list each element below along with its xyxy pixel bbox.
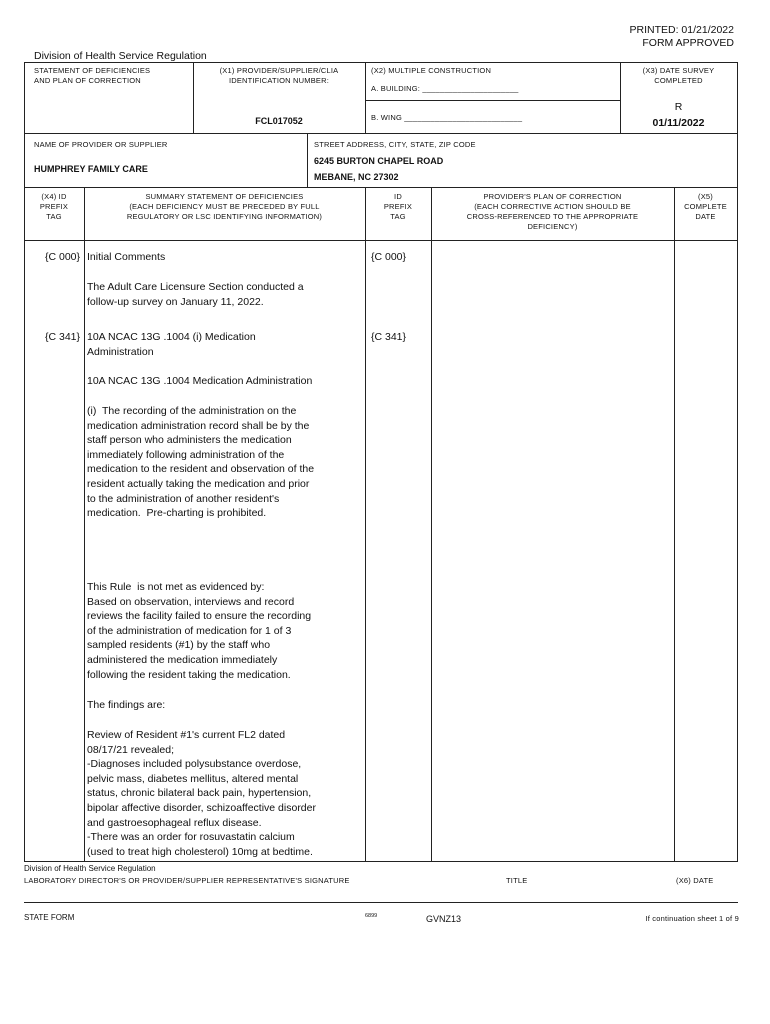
summary-header: SUMMARY STATEMENT OF DEFICIENCIES (EACH DEFICIENCY MUST BE PRECEDED BY FULL REGULATORY OR LSC IDENTIFYING INFORMATION) (126, 192, 323, 221)
tag-c000-right: {C 000} (371, 251, 407, 263)
findings-label: The findings are: (87, 699, 166, 711)
initial-comments: Initial Comments (87, 251, 166, 263)
x5-header: (X5) COMPLETE DATE (684, 192, 727, 221)
x1-label: (X1) PROVIDER/SUPPLIER/CLIA IDENTIFICATION NUMBER: (219, 66, 339, 85)
provider-id: FCL017052 (255, 116, 303, 126)
tag-c341-right: {C 341} (371, 331, 407, 343)
address-label: STREET ADDRESS, CITY, STATE, ZIP CODE (314, 140, 476, 149)
division-title: Division of Health Service Regulation (34, 50, 207, 62)
rule-text: (i) The recording of the administration on the medication administration record shall be by the staff person who administers the medication immediately following administration of the medication to the resident and observation of the resident actually taking the medication and prior to the administration of another resident's medication. Pre-charting is prohibited. (87, 405, 315, 520)
rule-title: 10A NCAC 13G .1004 (i) Medication Administration (87, 331, 256, 358)
form-approved: FORM APPROVED (642, 37, 734, 49)
plan-header: PROVIDER'S PLAN OF CORRECTION (EACH CORRECTIVE ACTION SHOULD BE CROSS-REFERENCED TO THE APPROPRIATE DEFICIENCY) (466, 192, 639, 231)
signature-label: LABORATORY DIRECTOR'S OR PROVIDER/SUPPLIER REPRESENTATIVE'S SIGNATURE (24, 876, 350, 885)
building-field: A. BUILDING: ______________________ (371, 84, 519, 93)
survey-code: R (674, 101, 683, 113)
finding-summary: This Rule is not met as evidenced by: Based on observation, interviews and record reviews the facility failed to ensure the recording of the administration of medication for 1 of 3 sampled residents (#1) by the staff who administered the medication immediately following the resident taking the medication. (87, 581, 312, 681)
x6-date-label: (X6) DATE (676, 876, 714, 885)
continuation-sheet: If continuation sheet 1 of 9 (645, 914, 739, 923)
resident-review: Review of Resident #1's current FL2 dated 08/17/21 revealed; -Diagnoses included polysubstance overdose, pelvic mass, diabetes mellitus, altered mental status, chronic bilateral back pain, hypertension, bipolar affective disorder, schizoaffective disorder and gastroesophageal reflux disease. -There was an order for rosuvastatin calcium (used to treat high cholesterol) 10mg at bedtime. (87, 729, 316, 858)
tag-c341: {C 341} (45, 331, 81, 343)
footer-division: Division of Health Service Regulation (24, 864, 156, 873)
tag-c000: {C 000} (45, 251, 81, 263)
form-code: 6899 (365, 913, 378, 919)
statement-label: STATEMENT OF DEFICIENCIES AND PLAN OF CORRECTION (34, 66, 151, 85)
rule-name: 10A NCAC 13G .1004 Medication Administration (87, 375, 313, 387)
id-header: ID PREFIX TAG (383, 192, 413, 221)
title-label: TITLE (506, 876, 528, 885)
survey-date: 01/11/2022 (652, 117, 705, 129)
x4-header: (X4) ID PREFIX TAG (39, 192, 69, 221)
provider-name-label: NAME OF PROVIDER OR SUPPLIER (34, 140, 168, 149)
provider-name: HUMPHREY FAMILY CARE (34, 164, 148, 174)
state-form: STATE FORM (24, 913, 75, 922)
printed-date: PRINTED: 01/21/2022 (629, 24, 734, 36)
survey-text: The Adult Care Licensure Section conducted a follow-up survey on January 11, 2022. (87, 281, 304, 308)
address-line1: 6245 BURTON CHAPEL ROAD (314, 156, 444, 166)
x3-label: (X3) DATE SURVEY COMPLETED (642, 66, 715, 85)
x2-label: (X2) MULTIPLE CONSTRUCTION (371, 66, 492, 75)
wing-field: B. WING ___________________________ (371, 113, 523, 122)
address-line2: MEBANE, NC 27302 (314, 172, 399, 182)
event-id: GVNZ13 (426, 914, 462, 924)
